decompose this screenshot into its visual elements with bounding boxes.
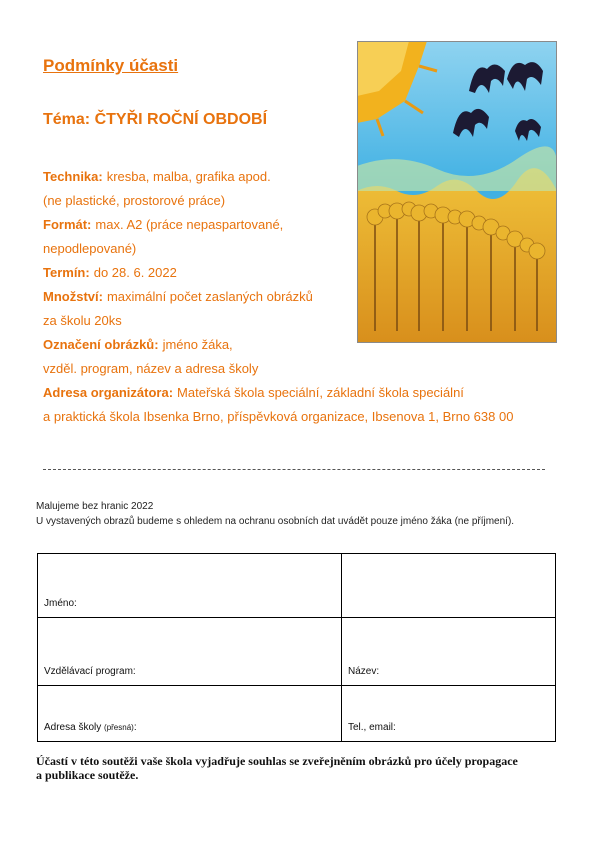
quantity-row — [43, 285, 373, 309]
deadline-row — [43, 261, 373, 285]
technique-note: (ne plastické, prostorové práce) — [43, 193, 226, 208]
address-field[interactable] — [38, 686, 342, 742]
consent-line-1: Účastí v této soutěži vaše škola vyjadřuje souhlas se zveřejněním obrázků pro účely propagace — [36, 754, 518, 768]
format-note: nepodlepované) — [43, 241, 137, 256]
name-empty-cell[interactable] — [342, 554, 556, 618]
title-field[interactable] — [342, 618, 556, 686]
deadline-value: do 28. 6. 2022 — [93, 265, 177, 280]
contact-field[interactable] — [342, 686, 556, 742]
separator-line — [43, 469, 545, 470]
address-label: Adresa školy — [44, 722, 102, 733]
form-row-address — [38, 686, 556, 742]
format-row — [43, 213, 373, 237]
name-field[interactable] — [38, 554, 342, 618]
labeling-label: Označení obrázků: — [43, 337, 159, 352]
technique-value: kresba, malba, grafika apod. — [106, 169, 271, 184]
format-label: Formát: — [43, 217, 92, 232]
contact-label: Tel., email: — [348, 722, 396, 733]
conditions-list — [43, 165, 514, 429]
program-field[interactable] — [38, 618, 342, 686]
organizer-row — [43, 381, 464, 405]
quantity-note: za školu 20ks — [43, 313, 122, 328]
quantity-value: maximální počet zaslaných obrázků — [106, 289, 313, 304]
form-row-program — [38, 618, 556, 686]
painting-field — [357, 168, 557, 343]
address-colon: : — [133, 722, 137, 733]
conditions-heading: Podmínky účasti — [43, 56, 179, 75]
name-label: Jméno: — [44, 598, 77, 609]
technique-row — [43, 165, 373, 189]
organizer-note: a praktická škola Ibsenka Brno, příspěvková organizace, Ibsenova 1, Brno 638 00 — [43, 409, 514, 424]
event-name: Malujeme bez hranic 2022 — [36, 501, 154, 512]
program-label: Vzdělávací program: — [44, 666, 136, 677]
labeling-value: jméno žáka, — [162, 337, 233, 352]
address-hint: (přesná) — [104, 723, 134, 732]
privacy-note: U vystavených obrazů budeme s ohledem na ochranu osobních dat uvádět pouze jméno žáka (ne příjmení). — [36, 516, 515, 527]
labeling-row — [43, 333, 373, 357]
organizer-label: Adresa organizátora: — [43, 385, 174, 400]
consent-line-2: a publikace soutěže. — [36, 768, 139, 782]
deadline-label: Termín: — [43, 265, 90, 280]
title-label: Název: — [348, 666, 380, 677]
registration-form — [37, 553, 556, 742]
children-painting-image — [357, 41, 557, 343]
organizer-value: Mateřská škola speciální, základní škola speciální — [177, 385, 464, 400]
technique-label: Technika: — [43, 169, 103, 184]
format-value: max. A2 (práce nepaspartované, — [95, 217, 284, 232]
consent-statement — [36, 754, 556, 782]
quantity-label: Množství: — [43, 289, 103, 304]
theme-title: Téma: ČTYŘI ROČNÍ OBDOBÍ — [43, 111, 268, 128]
labeling-note: vzděl. program, název a adresa školy — [43, 361, 259, 376]
form-row-name — [38, 554, 556, 618]
